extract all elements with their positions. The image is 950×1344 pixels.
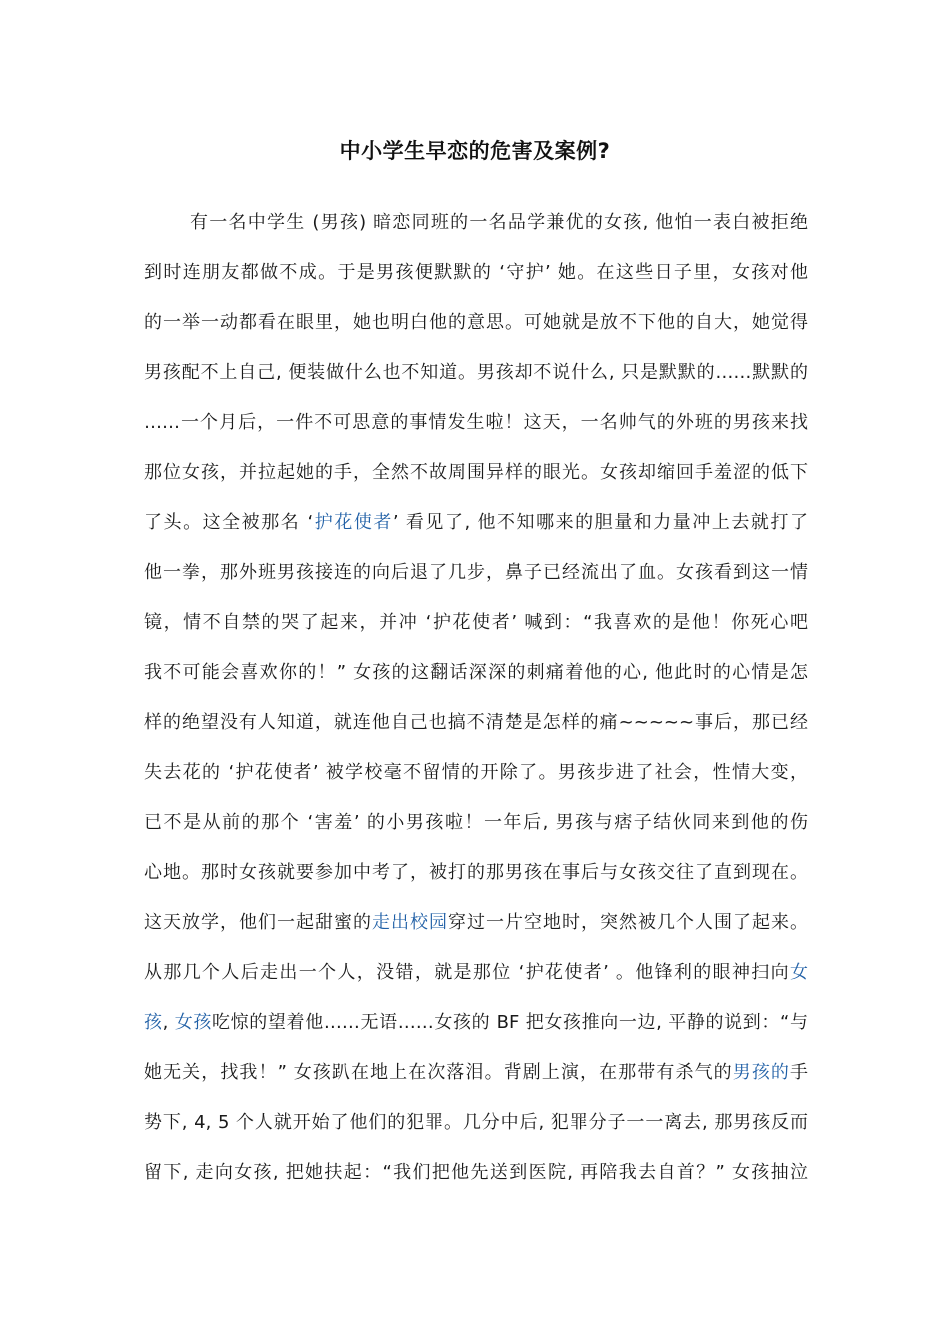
document-body xyxy=(144,198,808,1198)
text-segment: 穿过一片空地时，突然被几个人围了起来。 xyxy=(448,912,808,933)
text-segment: 样的绝望没有人知道，就连他自己也搞不清楚是怎样的痛~~~~~事后，那已经 xyxy=(144,712,808,733)
paragraph-line xyxy=(144,448,808,498)
paragraph-line xyxy=(144,848,808,898)
keyword-link[interactable]: 女 xyxy=(790,962,808,983)
text-segment: 镜，情不自禁的哭了起来，并冲 ‘护花使者’ 喊到：“我喜欢的是他！你死心吧 xyxy=(144,612,808,633)
paragraph-line xyxy=(144,548,808,598)
paragraph-line xyxy=(144,948,808,998)
paragraph-line xyxy=(144,1098,808,1148)
paragraph-line xyxy=(144,398,808,448)
paragraph-line xyxy=(144,998,808,1048)
text-segment: 男孩配不上自己, 便装做什么也不知道。男孩却不说什么, 只是默默的……默默的 xyxy=(144,362,808,383)
text-segment: 失去花的 ‘护花使者’ 被学校毫不留情的开除了。男孩步进了社会，性情大变， xyxy=(144,762,808,783)
paragraph-line xyxy=(144,1148,808,1198)
text-segment: , xyxy=(162,1012,175,1033)
text-segment: 到时连朋友都做不成。于是男孩便默默的 ‘守护’ 她。在这些日子里，女孩对他 xyxy=(144,262,808,283)
text-segment: 手 xyxy=(790,1062,809,1083)
keyword-link[interactable]: 女孩 xyxy=(174,1012,213,1033)
paragraph-line xyxy=(144,498,808,548)
paragraph-line xyxy=(144,248,808,298)
paragraph-line xyxy=(144,698,808,748)
text-segment: 留下, 走向女孩, 把她扶起：“我们把他先送到医院, 再陪我去自首？” 女孩抽泣 xyxy=(144,1162,808,1183)
text-segment: 的一举一动都看在眼里，她也明白他的意思。可她就是放不下他的自大，她觉得 xyxy=(144,312,808,333)
keyword-link[interactable]: 走出校园 xyxy=(372,912,448,933)
paragraph-line xyxy=(144,298,808,348)
keyword-link[interactable]: 护花使者 xyxy=(313,512,393,533)
text-segment: 从那几个人后走出一个人，没错，就是那位 ‘护花使者’ 。他锋利的眼神扫向 xyxy=(144,962,790,983)
document-title: 中小学生早恋的危害及案例? xyxy=(339,139,611,163)
paragraph-line xyxy=(144,898,808,948)
keyword-link[interactable]: 孩 xyxy=(144,1012,163,1033)
paragraph-line xyxy=(144,648,808,698)
paragraph-line xyxy=(144,198,808,248)
text-segment: 势下, 4, 5 个人就开始了他们的犯罪。几分中后, 犯罪分子一一离去, 那男孩反而 xyxy=(144,1112,808,1133)
paragraph-line xyxy=(144,798,808,848)
paragraph-line xyxy=(144,348,808,398)
text-segment: 有一名中学生 (男孩) 暗恋同班的一名品学兼优的女孩, 他怕一表白被拒绝 xyxy=(190,212,808,233)
text-segment: ……一个月后，一件不可思意的事情发生啦！这天，一名帅气的外班的男孩来找 xyxy=(144,412,808,433)
keyword-link[interactable]: 男孩的 xyxy=(732,1062,791,1083)
text-segment: ’ 看见了, 他不知哪来的胆量和力量冲上去就打了 xyxy=(392,512,809,533)
paragraph-line xyxy=(144,748,808,798)
text-segment: 吃惊的望着他……无语……女孩的 BF 把女孩推向一边, 平静的说到：“与 xyxy=(212,1012,809,1033)
text-segment: 她无关，找我！” 女孩趴在地上在次落泪。背剧上演，在那带有杀气的 xyxy=(144,1062,733,1083)
text-segment: 我不可能会喜欢你的！” 女孩的这翻话深深的刺痛着他的心, 他此时的心情是怎 xyxy=(144,662,808,683)
text-segment: 他一拳，那外班男孩接连的向后退了几步，鼻子已经流出了血。女孩看到这一情 xyxy=(144,562,808,583)
text-segment: 心地。那时女孩就要参加中考了，被打的那男孩在事后与女孩交往了直到现在。 xyxy=(144,862,808,883)
paragraph-line xyxy=(144,598,808,648)
paragraph-line xyxy=(144,1048,808,1098)
text-segment: 那位女孩，并拉起她的手，全然不故周围异样的眼光。女孩却缩回手羞涩的低下 xyxy=(144,462,808,483)
text-segment: 这天放学，他们一起甜蜜的 xyxy=(144,912,372,933)
text-segment: 已不是从前的那个 ‘害羞’ 的小男孩啦！一年后, 男孩与痞子结伙同来到他的伤 xyxy=(144,812,808,833)
text-segment: 了头。这全被那名 ‘ xyxy=(144,512,314,533)
